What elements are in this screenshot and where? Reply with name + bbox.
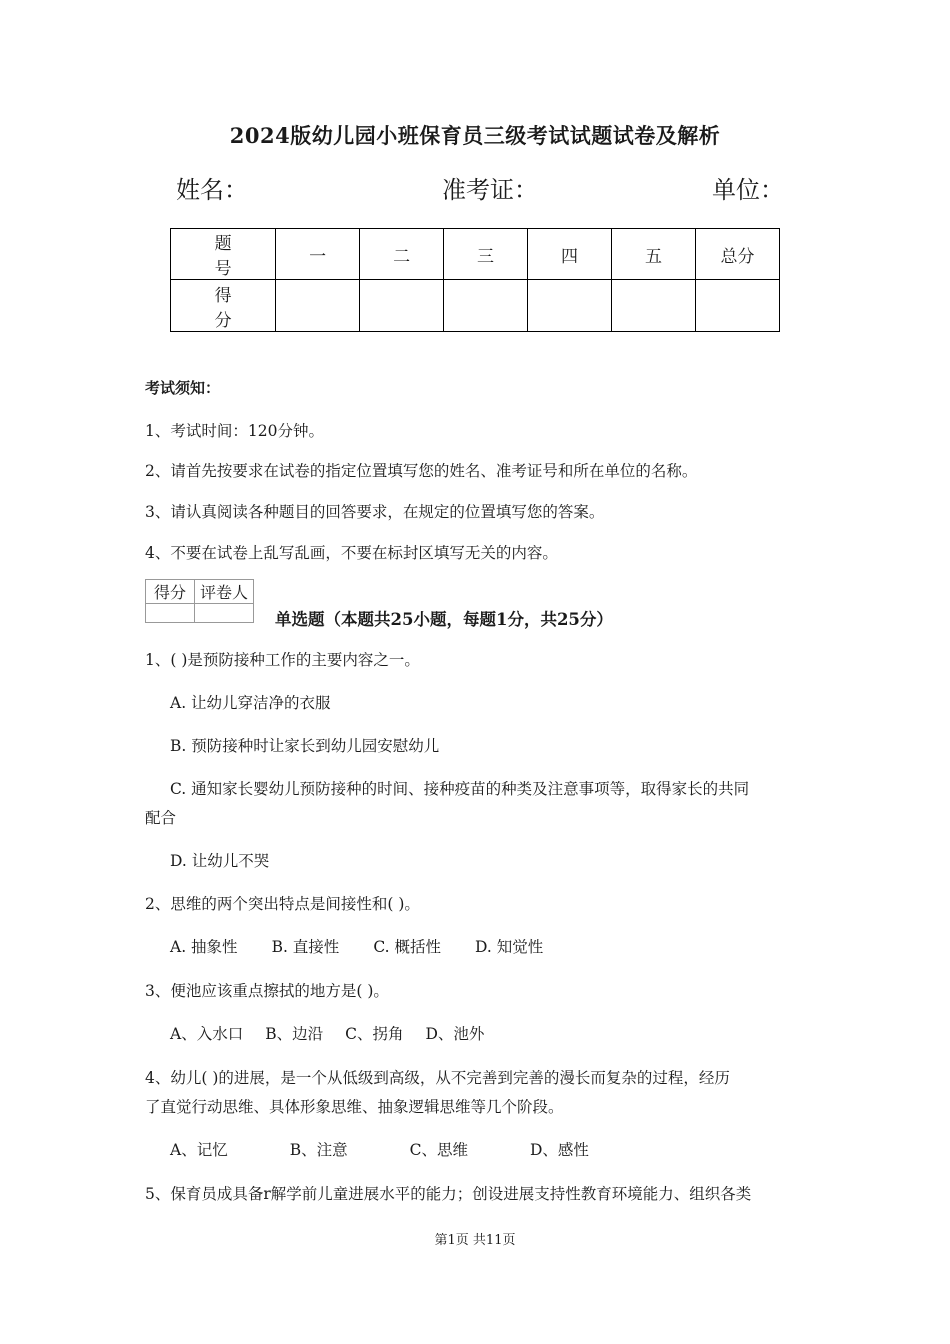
- notice-item: 3、请认真阅读各种题目的回答要求，在规定的位置填写您的答案。: [145, 503, 605, 521]
- question-2-option-d: D. 知觉性: [474, 938, 544, 956]
- question-5: 5、保育员成具备r解学前儿童进展水平的能力；创设进展支持性教育环境能力、组织各类: [145, 1185, 752, 1203]
- grader-box: [145, 579, 254, 623]
- grader-score-label: 得分: [146, 580, 195, 604]
- score-cell: [360, 280, 444, 332]
- question-1-option-c: C. 通知家长婴幼儿预防接种的时间、接种疫苗的种类及注意事项等，取得家长的共同: [170, 780, 750, 798]
- question-2-options: [170, 935, 543, 957]
- section-2-header: 二: [360, 229, 444, 280]
- question-2-option-c: C. 概括性: [373, 938, 441, 956]
- score-table-header-row: [171, 229, 780, 280]
- score-row-label: 得 分: [171, 280, 276, 332]
- section-1-header: 一: [276, 229, 360, 280]
- question-1-option-b: B. 预防接种时让家长到幼儿园安慰幼儿: [170, 737, 440, 755]
- section-4-header: 四: [528, 229, 612, 280]
- score-cell: [612, 280, 696, 332]
- score-cell: [528, 280, 612, 332]
- question-1-option-d: D. 让幼儿不哭: [170, 852, 270, 870]
- question-4-option-a: A、记忆: [170, 1141, 228, 1159]
- grader-score-cell: [146, 604, 195, 623]
- notice-item: 4、不要在试卷上乱写乱画，不要在标封区填写无关的内容。: [145, 544, 558, 562]
- score-cell: [276, 280, 360, 332]
- section-5-header: 五: [612, 229, 696, 280]
- name-field-label: 姓名：: [176, 176, 248, 204]
- question-1-option-c-continued: 配合: [145, 809, 177, 827]
- section-3-header: 三: [444, 229, 528, 280]
- question-4-option-b: B、注意: [289, 1141, 348, 1159]
- score-cell: [695, 280, 779, 332]
- exam-id-field-label: 准考证：: [442, 176, 538, 204]
- question-3-option-c: C、拐角: [345, 1025, 404, 1043]
- question-4-continued: 了直觉行动思维、具体形象思维、抽象逻辑思维等几个阶段。: [145, 1098, 564, 1116]
- question-1-option-a: A. 让幼儿穿洁净的衣服: [170, 694, 331, 712]
- question-number-label: 题 号: [171, 229, 276, 280]
- question-4-option-d: D、感性: [529, 1141, 589, 1159]
- notice-item: 2、请首先按要求在试卷的指定位置填写您的姓名、准考证号和所在单位的名称。: [145, 462, 698, 480]
- total-score-header: 总分: [695, 229, 779, 280]
- page-footer: 第1页 共11页: [434, 1233, 516, 1248]
- question-2-option-b: B. 直接性: [271, 938, 340, 956]
- question-3-option-b: B、边沿: [265, 1025, 324, 1043]
- question-2-option-a: A. 抽象性: [170, 938, 238, 956]
- question-3-options: [170, 1022, 484, 1044]
- question-4: 4、幼儿( )的进展，是一个从低级到高级，从不完善到完善的漫长而复杂的过程，经历: [145, 1069, 730, 1087]
- score-cell: [444, 280, 528, 332]
- question-4-option-c: C、思维: [409, 1141, 468, 1159]
- score-table-score-row: [171, 280, 780, 332]
- question-3-option-a: A、入水口: [170, 1025, 244, 1043]
- question-2: 2、思维的两个突出特点是间接性和( )。: [145, 895, 420, 913]
- unit-field-label: 单位：: [712, 176, 784, 204]
- question-3: 3、便池应该重点擦拭的地方是( )。: [145, 982, 389, 1000]
- grader-reviewer-cell: [195, 604, 254, 623]
- question-4-options: [170, 1138, 589, 1160]
- question-1: 1、( )是预防接种工作的主要内容之一。: [145, 651, 420, 669]
- notice-item: 1、考试时间：120分钟。: [145, 422, 324, 440]
- question-3-option-d: D、池外: [425, 1025, 485, 1043]
- grader-reviewer-label: 评卷人: [195, 580, 254, 604]
- document-title: 2024版幼儿园小班保育员三级考试试题试卷及解析: [229, 123, 721, 148]
- section-heading: 单选题（本题共25小题，每题1分，共25分）: [275, 610, 613, 629]
- score-table: [170, 228, 780, 332]
- notice-heading: 考试须知：: [145, 379, 221, 397]
